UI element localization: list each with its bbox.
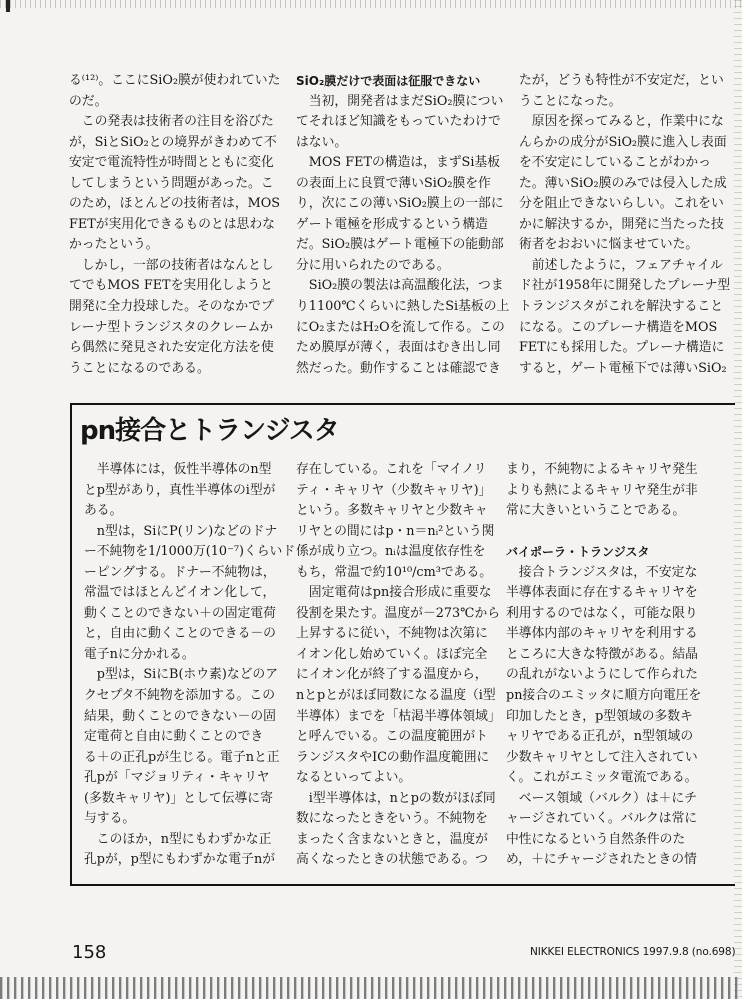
text-line: んらかの成分がSiO₂膜に進入し表面: [519, 134, 727, 150]
text-line: p型は，SiにB(ホウ素)などのア: [84, 667, 279, 683]
text-line: ーピングする。ドナー不純物は，: [84, 564, 276, 580]
text-line: ー不純物を1/1000万(10⁻⁷)くらいド: [84, 544, 296, 560]
text-line: 利用するのではなく，可能な限り: [506, 605, 698, 621]
text-line: 開発に全力投球した。そのなかでプ: [69, 299, 274, 315]
article-column-2-body: [296, 92, 509, 380]
sidebar-column-2: [296, 460, 501, 871]
text-line: 印加したとき，p型領域の多数キ: [506, 708, 693, 724]
text-line: この発表は技術者の注目を浴びた: [69, 114, 274, 130]
text-line: 係が成り立つ。nᵢは温度依存性を: [296, 544, 486, 560]
text-line: ため膜厚が薄く，表面はむき出し同: [296, 340, 501, 356]
running-title: NIKKEI ELECTRONICS 1997.9.8 (no.698): [530, 946, 736, 958]
sidebar-title: pn接合とトランジスタ: [80, 416, 339, 446]
binding-mark: [6, 0, 10, 12]
text-line: n型は，SiにP(リン)などのドナ: [84, 523, 278, 539]
text-line: ティ・キャリヤ（少数キャリヤ)」: [296, 482, 492, 498]
text-line: のため，ほとんどの技術者は，MOS: [69, 196, 281, 212]
text-line: だ。SiO₂膜はゲート電極下の能動部: [296, 237, 504, 253]
text-line: かに解決するか，開発に当たった技: [519, 216, 724, 232]
text-line: のだ。: [69, 93, 108, 109]
text-line: MOS FETの構造は，まずSi基板: [296, 155, 501, 171]
text-line: FETにも採用した。プレーナ構造に: [519, 340, 725, 356]
text-line: る＋の正孔pが生じる。電子nと正: [84, 749, 280, 765]
text-line: 孔pが，p型にもわずかな電子nが: [84, 852, 275, 868]
text-line: ャリヤである正孔が，n型領域の: [506, 729, 694, 745]
text-line: という。多数キャリヤと少数キャ: [296, 503, 488, 519]
text-line: 定電荷と自由に動くことのでき: [84, 729, 264, 745]
text-line: トランジスタがこれを解決すること: [519, 299, 724, 315]
text-line: とp型があり，真性半導体のi型が: [84, 482, 276, 498]
text-line: た。薄いSiO₂膜のみでは侵入した成: [519, 175, 727, 191]
text-line: の乱れがないようにして作られた: [506, 667, 698, 683]
text-line: 然だった。動作することは確認でき: [296, 360, 501, 376]
text-line: め，＋にチャージされたときの情: [506, 852, 697, 868]
text-line: 上昇するに従い，不純物は次第に: [296, 626, 488, 642]
section-heading: SiO₂膜だけで表面は征服できない: [296, 74, 481, 88]
text-line: まり，不純物によるキャリヤ発生: [506, 462, 698, 477]
text-line: ャージされていく。バルクは常に: [506, 811, 698, 827]
text-line: ベース領域（バルク）は＋にチ: [506, 790, 698, 806]
text-line: 役割を果たす。温度が－273℃から: [296, 605, 501, 621]
text-line: 与する。: [84, 811, 136, 827]
text-line: 存在している。これを「マイノリ: [296, 462, 487, 477]
text-line: にO₂またはH₂Oを流して作る。この: [296, 319, 505, 335]
text-line: 安定で電流特性が時間とともに変化: [69, 155, 274, 171]
text-line: i型半導体は，nとpの数がほぼ同: [296, 790, 496, 806]
text-line: イオン化し始めていく。ほぼ完全: [296, 646, 488, 662]
text-line: が，SiとSiO₂との境界がきわめて不: [69, 134, 277, 150]
text-line: 数になったときをいう。不純物を: [296, 811, 488, 827]
text-line: 半導体）までを「枯渇半導体領域」: [296, 708, 501, 724]
text-line: もち，常温で約10¹⁰/cm³である。: [296, 564, 493, 580]
text-line: してしまうという問題があった。こ: [69, 175, 274, 191]
text-line: うことになった。: [519, 93, 622, 109]
text-line: SiO₂膜の製法は高温酸化法，つま: [296, 278, 504, 294]
text-line: 高くなったときの状態である。つ: [296, 852, 488, 868]
text-line: (多数キャリヤ)」として伝導に寄: [84, 790, 273, 806]
text-line: 当初，開発者はまだSiO₂膜につい: [296, 93, 504, 109]
text-line: く。これがエミッタ電流である。: [506, 770, 698, 786]
sidebar-column-3-top: [506, 460, 701, 522]
text-line: ところに大きな特徴がある。結晶: [506, 646, 698, 662]
text-line: 孔pが「マジョリティ・キャリヤ: [84, 770, 270, 786]
scan-edge-bottom: [0, 977, 742, 999]
text-line: 結果，動くことのできない－の固: [84, 708, 276, 724]
text-line: たが，どうも特性が不安定だ，とい: [519, 73, 724, 88]
text-line: 中性になるという自然条件のた: [506, 831, 686, 847]
text-line: すると，ゲート電極下では薄いSiO₂: [519, 360, 727, 376]
text-line: り，次にこの薄いSiO₂膜上の一部に: [296, 196, 504, 212]
text-line: 分を阻止できないらしい。これをい: [519, 196, 724, 212]
text-line: 術者をおおいに悩ませていた。: [519, 237, 699, 253]
text-line: ある。: [84, 503, 123, 519]
text-line: 固定電荷はpn接合形成に重要な: [296, 585, 492, 601]
text-line: の表面上に良質で薄いSiO₂膜を作: [296, 175, 491, 191]
text-line: よりも熱によるキャリヤ発生が非: [506, 482, 698, 498]
sidebar-column-3-bottom: [506, 563, 701, 871]
text-line: り1100℃くらいに熱したSi基板の上: [296, 299, 510, 315]
text-line: FETが実用化できるものとは思わな: [69, 216, 275, 232]
text-line: はない。: [296, 134, 348, 150]
sidebar-column-3: [506, 460, 701, 871]
text-line: 半導体表面に存在するキャリヤを: [506, 585, 698, 601]
text-line: る⁽¹²⁾。ここにSiO₂膜が使われていた: [69, 73, 281, 88]
text-line: 常に大きいということである。: [506, 503, 686, 519]
page-number: 158: [72, 942, 107, 963]
text-line: このほか，n型にもわずかな正: [84, 831, 272, 847]
sidebar-subheading: バイポーラ・トランジスタ: [506, 545, 650, 560]
text-line: 半導体内部のキャリヤを利用する: [506, 626, 698, 642]
text-line: 少数キャリヤとして注入されてい: [506, 749, 698, 765]
text-line: リヤとの間にはp・n＝nᵢ²という関: [296, 523, 495, 539]
text-line: クセプタ不純物を添加する。この: [84, 688, 276, 704]
text-line: ら偶然に発見された安定化方法を使: [69, 340, 274, 356]
text-line: てでもMOS FETを実用化しようと: [69, 278, 273, 294]
text-line: うことになるのである。: [69, 360, 210, 376]
text-line: 原因を探ってみると，作業中にな: [519, 114, 724, 130]
text-line: 常温ではほとんどイオン化して，: [84, 585, 276, 601]
text-line: 分に用いられたのである。: [296, 257, 450, 273]
text-line: と呼んでいる。この温度範囲がト: [296, 729, 488, 745]
text-line: になる。このプレーナ構造をMOS: [519, 319, 718, 335]
text-line: 動くことのできない＋の固定電荷: [84, 605, 276, 621]
scan-edge-right: [734, 0, 742, 999]
text-line: ド社が1958年に開発したプレーナ型: [519, 278, 731, 294]
text-line: なるといってよい。: [296, 770, 412, 786]
text-line: しかし，一部の技術者はなんとし: [69, 257, 274, 273]
scan-edge-top: [0, 0, 742, 8]
text-line: と，自由に動くことのできる－の: [84, 626, 276, 642]
text-line: 前述したように，フェアチャイル: [519, 257, 723, 273]
text-line: まったく含まないときと，温度が: [296, 831, 488, 847]
text-line: 接合トランジスタは，不安定な: [506, 564, 698, 580]
text-line: 電子nに分かれる。: [84, 646, 195, 662]
text-line: レーナ型トランジスタのクレームか: [69, 319, 274, 335]
text-line: nとpとがほぼ同数になる温度（i型: [296, 688, 496, 704]
article-column-1: [69, 71, 280, 379]
text-line: pn接合のエミッタに順方向電圧を: [506, 688, 702, 704]
text-line: ランジスタやICの動作温度範囲に: [296, 749, 490, 765]
article-column-2: [296, 71, 509, 379]
text-line: ゲート電極を形成するという構造: [296, 216, 488, 232]
text-line: てそれほど知識をもっていたわけで: [296, 114, 501, 130]
sidebar-column-1: [84, 460, 295, 871]
text-line: を不安定にしていることがわかっ: [519, 155, 711, 171]
text-line: 半導体には，仮性半導体のn型: [84, 462, 272, 477]
sidebar-spacer: [506, 522, 701, 543]
text-line: かったという。: [69, 237, 159, 253]
text-line: にイオン化が終了する温度から，: [296, 667, 488, 683]
article-column-3: [519, 71, 730, 379]
